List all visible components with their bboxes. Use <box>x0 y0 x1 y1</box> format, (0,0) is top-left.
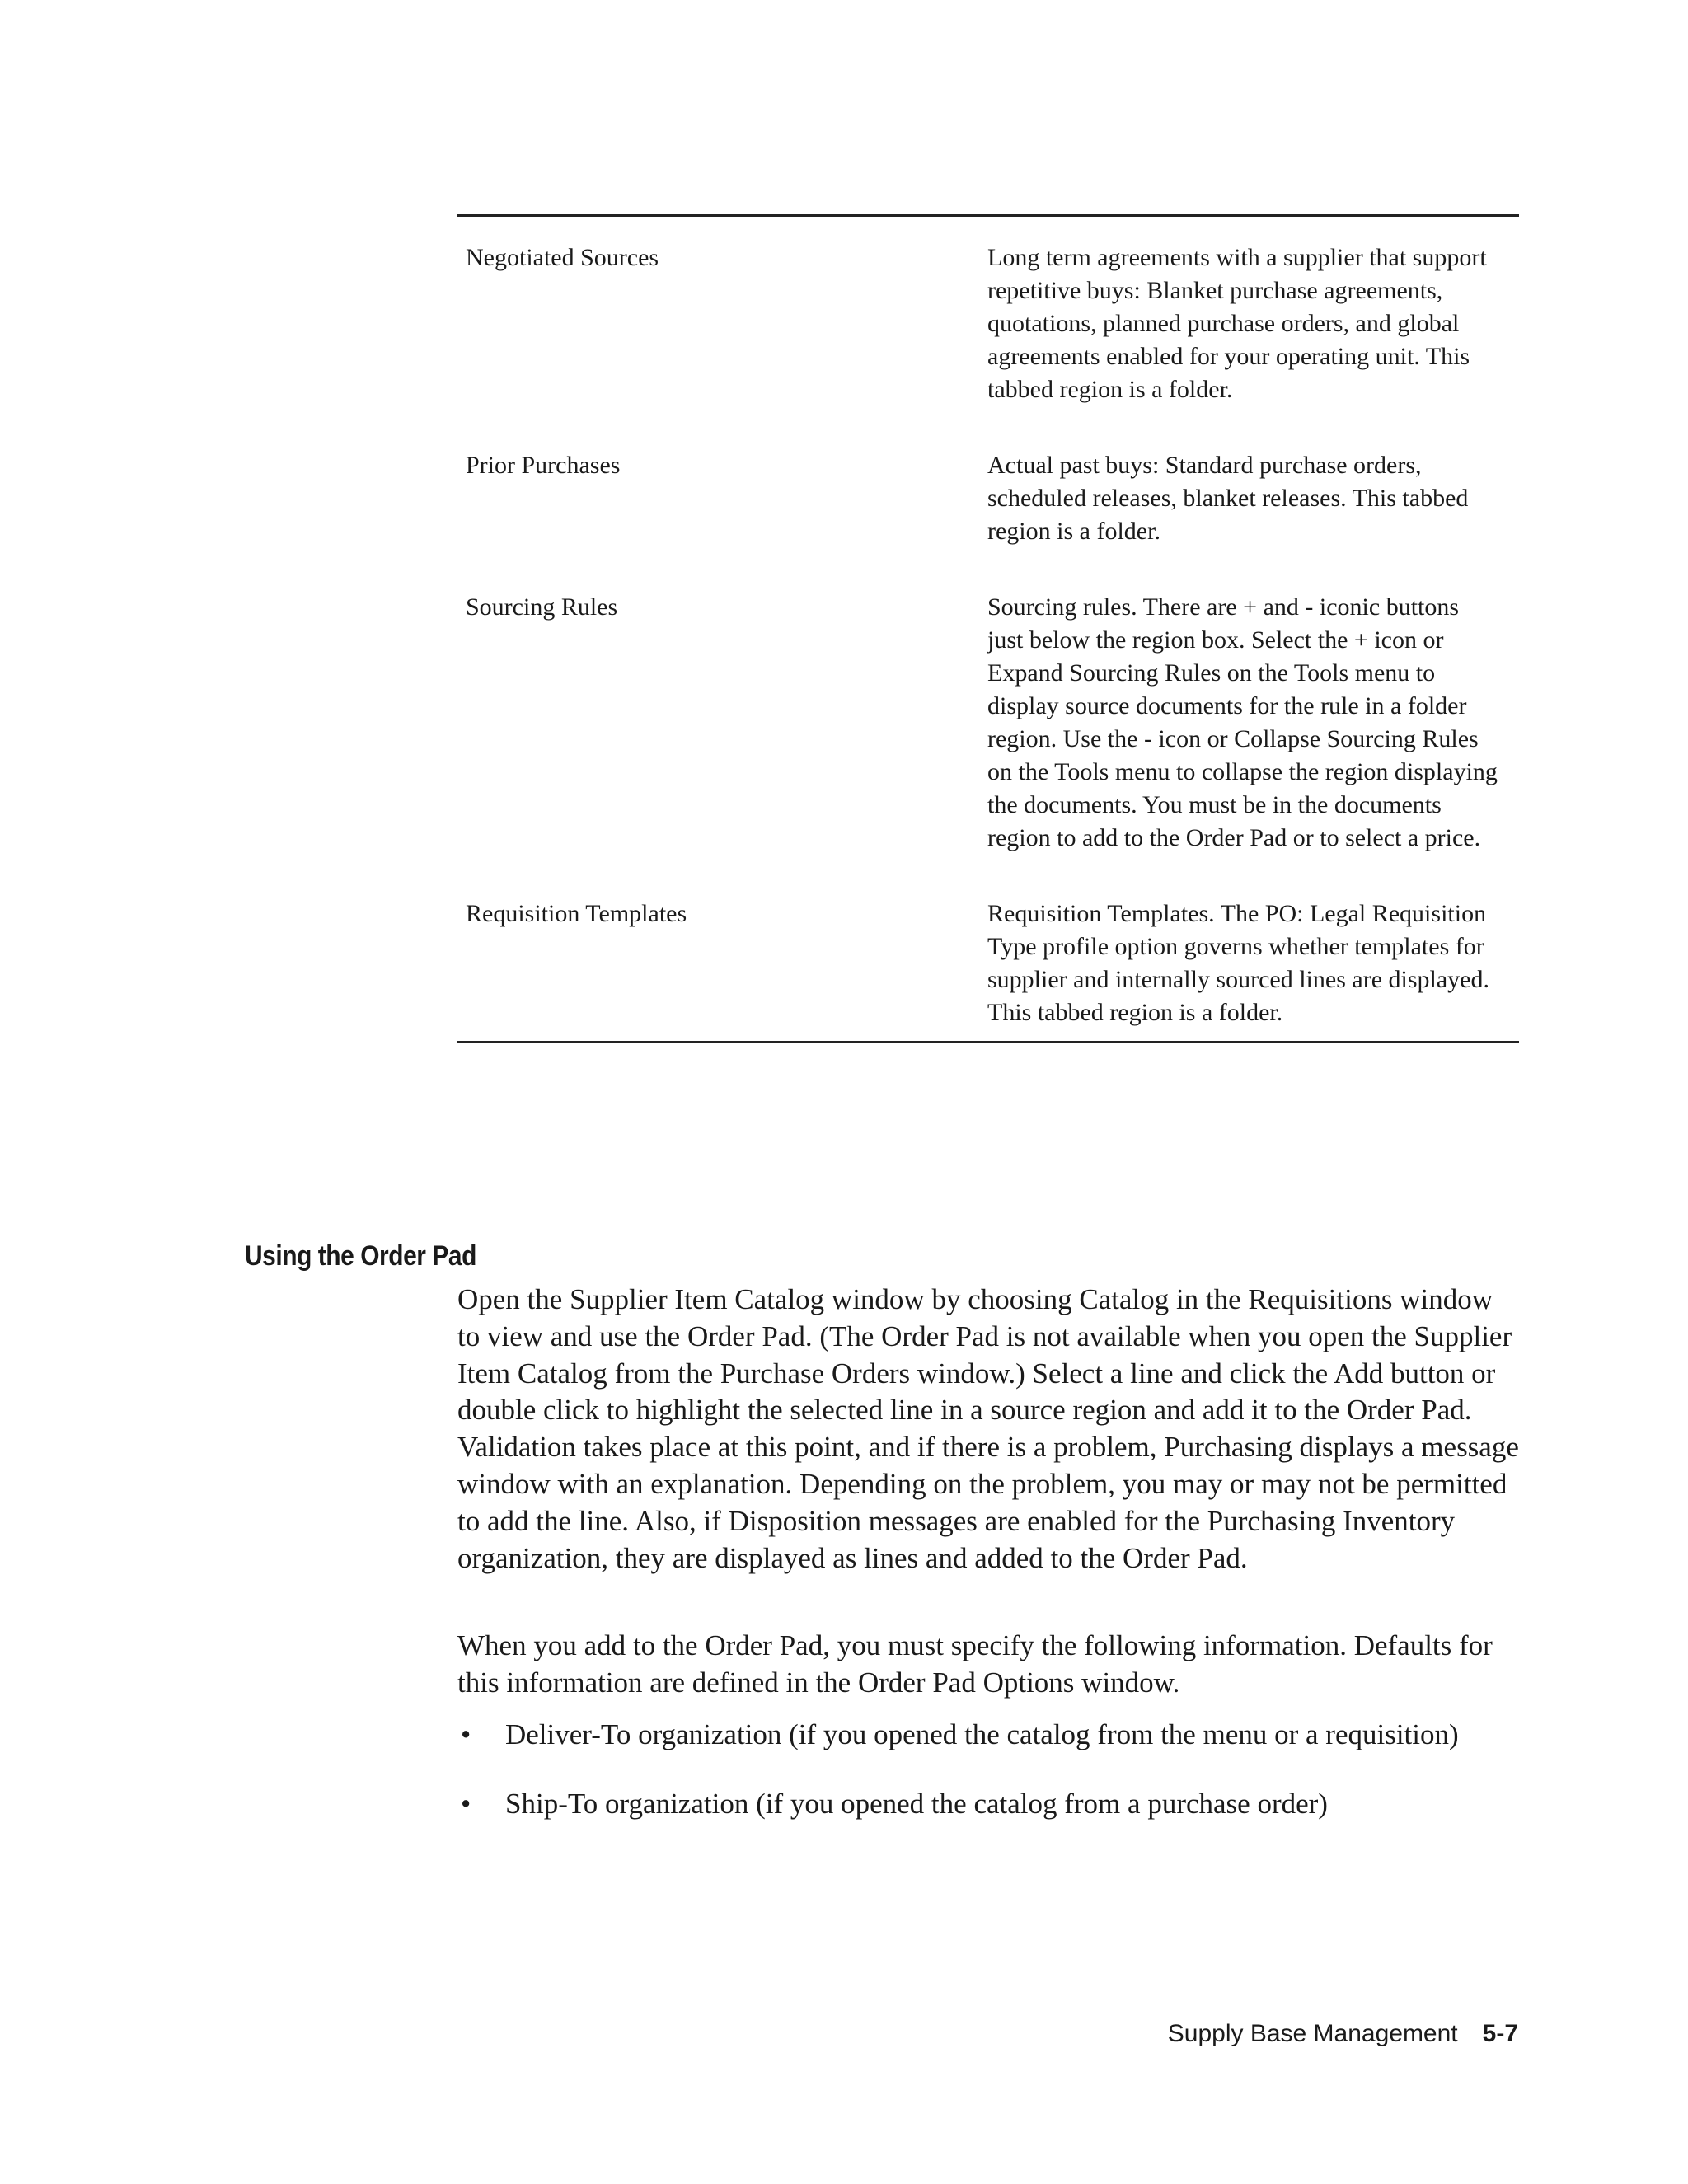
footer-chapter-title: Supply Base Management <box>1167 2020 1458 2047</box>
body-paragraph: Open the Supplier Item Catalog window by choosing Catalog in the Requisitions window to view and use the Order Pad. (The Order Pad is not available when you open the Supplier Item Catalog from the Purchase Orders window.) Select a line and click the Add button or double click to highlight the selected line in a source region and add it to the Order Pad. Validation takes place at this point, and if there is a problem, Purchasing displays a message window with an explanation. Depending on the problem, you may or may not be permitted to add the line. Also, if Disposition messages are enabled for the Purchasing Inventory organization, they are displayed as lines and added to the Order Pad. <box>457 1283 1519 1574</box>
bullet-list-item <box>457 1786 1521 1822</box>
bullet-text: Deliver-To organization (if you opened the catalog from the menu or a requisition) <box>505 1718 1459 1750</box>
table-description: Sourcing rules. There are + and - iconic buttons just below the region box. Select the + icon or Expand Sourcing Rules on the Tools menu to display source documents for the rule in a folder region. Use the - icon or Collapse Sourcing Rules on the Tools menu to collapse the region displaying the documents. You must be in the documents region to add to the Order Pad or to select a price. <box>987 593 1498 851</box>
bullet-text: Ship-To organization (if you opened the catalog from a purchase order) <box>505 1788 1328 1820</box>
footer-page-number: 5-7 <box>1482 2020 1518 2047</box>
table-term: Sourcing Rules <box>466 593 618 621</box>
section-heading: Using the Order Pad <box>245 1240 476 1272</box>
bullet-icon: • <box>461 1788 471 1820</box>
table-description: Long term agreements with a supplier that support repetitive buys: Blanket purchase agreements, quotations, planned purchase orders, and global agreements enabled for your operating unit. This tabbed region is a folder. <box>987 244 1487 403</box>
table-row <box>457 449 1519 548</box>
table-description: Requisition Templates. The PO: Legal Requisition Type profile option governs whether templates for supplier and internally sourced lines are displayed. This tabbed region is a folder. <box>987 900 1489 1026</box>
table-row <box>457 591 1519 855</box>
table-term: Prior Purchases <box>466 452 621 479</box>
table-term: Requisition Templates <box>466 900 687 927</box>
bullet-icon: • <box>461 1718 471 1750</box>
table-row <box>457 241 1519 406</box>
body-paragraph: When you add to the Order Pad, you must specify the following information. Defaults for this information are defined in the Order Pad Options window. <box>457 1629 1493 1699</box>
table-term: Negotiated Sources <box>466 244 659 271</box>
table-row <box>457 898 1519 1029</box>
table-description: Actual past buys: Standard purchase orders, scheduled releases, blanket releases. This tabbed region is a folder. <box>987 452 1469 545</box>
definition-table <box>457 214 1519 1043</box>
bullet-list-item <box>457 1717 1521 1753</box>
page-footer <box>1168 2018 1518 2050</box>
